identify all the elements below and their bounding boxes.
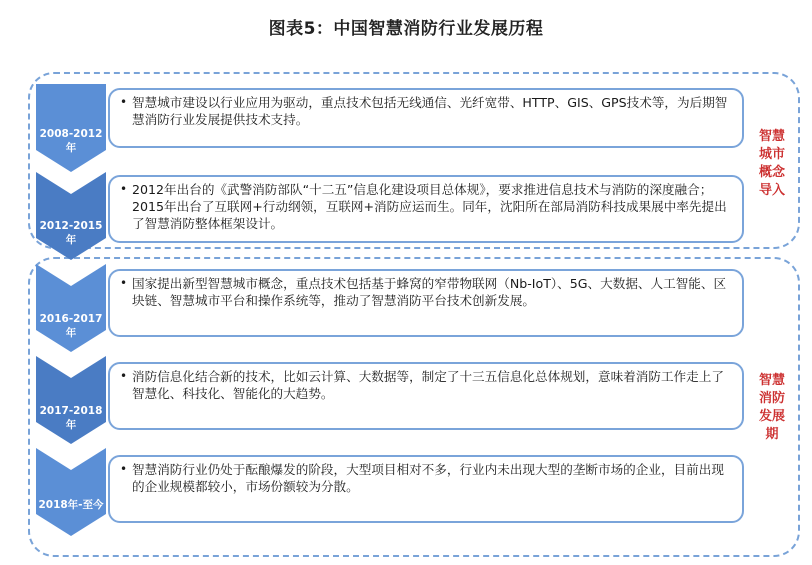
chart-title: 图表5：中国智慧消防行业发展历程 bbox=[268, 19, 544, 39]
phase-label-line: 城市 bbox=[758, 147, 785, 162]
bullet-icon: • bbox=[120, 369, 128, 383]
phase-label-line: 导入 bbox=[758, 183, 785, 198]
stage-period-2: 2012-2015年 bbox=[39, 220, 103, 246]
bullet-icon: • bbox=[120, 182, 128, 196]
stage-period-3: 2016-2017年 bbox=[39, 313, 103, 339]
phase-label-line: 消防 bbox=[758, 391, 785, 406]
stage-text-2: 2012年出台的《武警消防部队“十二五”信息化建设项目总体规》，要求推进信息技术与消防的深度融合；2015年出台了互联网+行动纲领，互联网+消防应运而生。同年，沈阳所在部局消防科技成果展中率先提出了智慧消防整体框架设计。 bbox=[132, 182, 727, 231]
stage-text-5: 智慧消防行业仍处于酝酿爆发的阶段，大型项目相对不多，行业内未出现大型的垄断市场的企业，目前出现的企业规模都较小，市场份额较为分散。 bbox=[132, 462, 724, 494]
stage-period-4: 2017-2018年 bbox=[39, 405, 103, 431]
stage-description-2 bbox=[108, 175, 744, 243]
bullet-icon: • bbox=[120, 276, 128, 290]
timeline-chevron-5 bbox=[36, 448, 106, 536]
stage-description-5 bbox=[108, 455, 744, 523]
stage-period-5: 2018年-至今 bbox=[38, 499, 104, 511]
phase-label-line: 期 bbox=[765, 427, 779, 442]
phase-label-line: 智慧 bbox=[758, 373, 785, 388]
stage-description-4 bbox=[108, 362, 744, 430]
stage-period-1: 2008-2012年 bbox=[39, 128, 103, 154]
stage-text-4: 消防信息化结合新的技术，比如云计算、大数据等，制定了十三五信息化总体规划，意味着消防工作走上了智慧化、科技化、智能化的大趋势。 bbox=[132, 369, 724, 401]
stage-text-3: 国家提出新型智慧城市概念，重点技术包括基于蜂窝的窄带物联网（Nb-IoT）、5G、大数据、人工智能、区块链、智慧城市平台和操作系统等，推动了智慧消防平台技术创新发展。 bbox=[132, 276, 727, 308]
phase-label-line: 发展 bbox=[758, 409, 785, 424]
phase-label-smart-city-intro bbox=[757, 128, 787, 200]
bullet-icon: • bbox=[120, 462, 128, 476]
bullet-icon: • bbox=[120, 95, 128, 109]
phase-label-line: 智慧 bbox=[758, 129, 785, 144]
stage-description-1 bbox=[108, 88, 744, 148]
phase-label-smart-fire-development bbox=[757, 372, 787, 444]
stage-description-3 bbox=[108, 269, 744, 337]
phase-label-line: 概念 bbox=[758, 165, 785, 180]
stage-text-1: 智慧城市建设以行业应用为驱动，重点技术包括无线通信、光纤宽带、HTTP、GIS、GPS技术等，为后期智慧消防行业发展提供技术支持。 bbox=[132, 95, 728, 127]
